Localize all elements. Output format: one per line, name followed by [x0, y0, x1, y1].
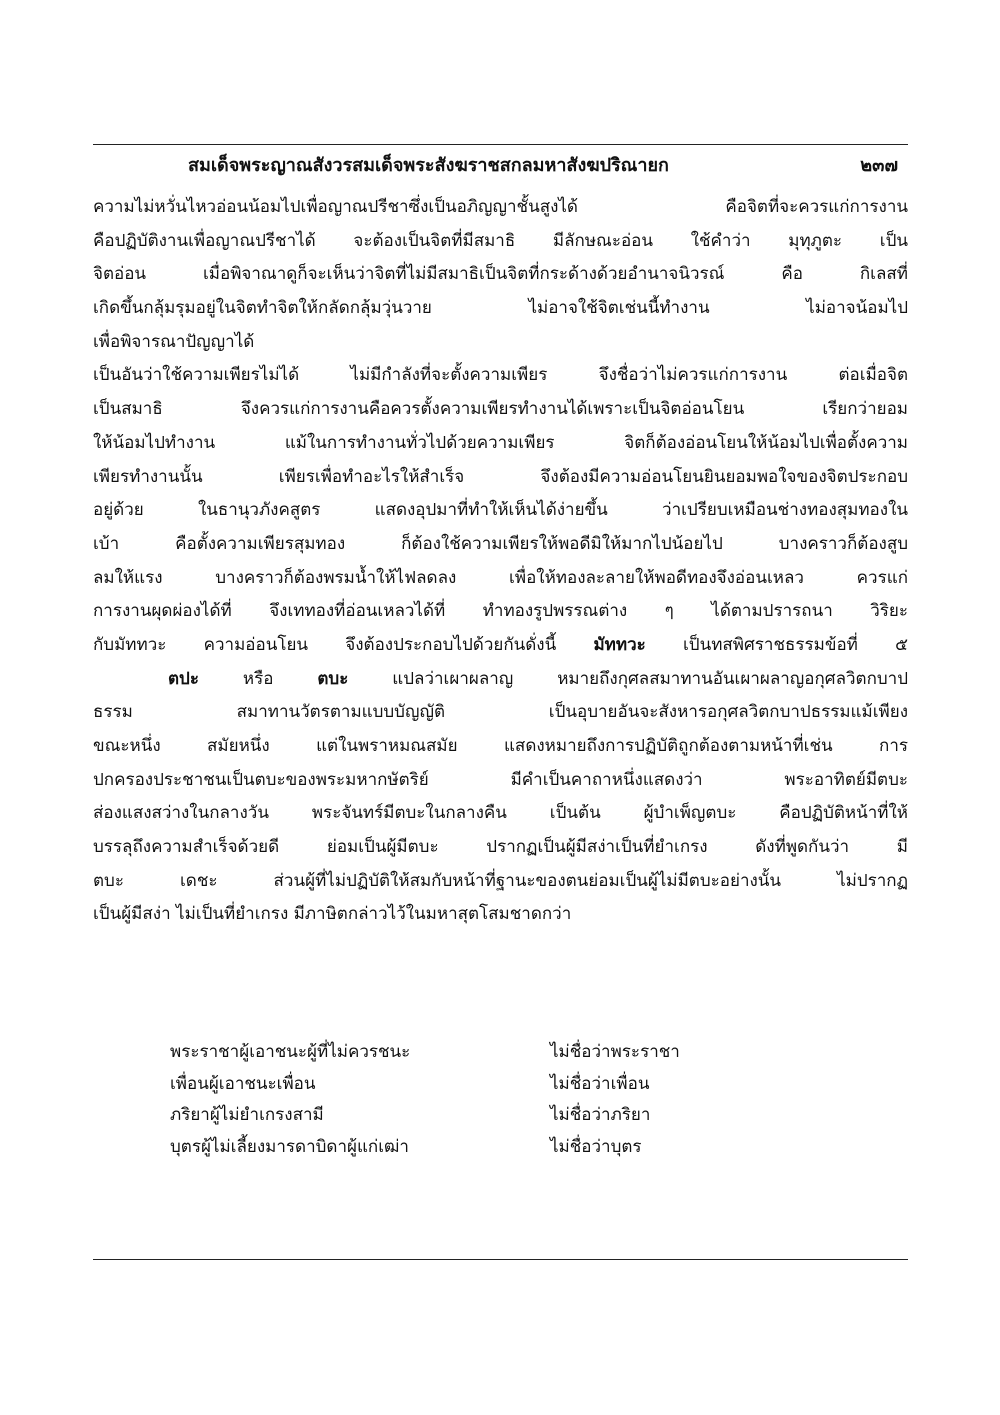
text-line: อยู่ด้วย ในธานุวภังคสูตร แสดงอุปมาที่ทำให้เห็นได้ง่ายขึ้น ว่าเปรียบเหมือนช่างทองสุมทองใน: [93, 500, 908, 521]
text-line: [93, 629, 908, 663]
verse-block: [170, 1037, 770, 1163]
text-line: เพื่อพิจารณาปัญญาได้: [93, 331, 255, 352]
header-title: สมเด็จพระญาณสังวรสมเด็จพระสังฆราชสกลมหาสังฆปริณายก: [188, 155, 669, 176]
verse-left: เพื่อนผู้เอาชนะเพื่อน: [170, 1073, 316, 1094]
verse-right: ไม่ชื่อว่าเพื่อน: [550, 1073, 650, 1094]
footer-rule: [93, 1259, 908, 1260]
text-line: ส่องแสงสว่างในกลางวัน พระจันทร์มีตบะในกลางคืน เป็นต้น ผู้บำเพ็ญตบะ คือปฏิบัติหน้าที่ให้: [93, 803, 908, 824]
text-line: เป็นผู้มีสง่า ไม่เป็นที่ยำเกรง มีภาษิตกล่าวไว้ในมหาสุตโสมชาดกว่า: [93, 904, 572, 925]
text-line: ความไม่หวั่นไหวอ่อนน้อมไปเพื่อญาณปรีชาซึ่งเป็นอภิญญาชั้นสูงได้ คือจิตที่จะควรแก่การงาน: [93, 197, 908, 217]
verse-left: ภริยาผู้ไม่ยำเกรงสามี: [170, 1105, 324, 1125]
text-line: ปกครองประชาชนเป็นตบะของพระมหากษัตริย์ มีคำเป็นคาถาหนึ่งแสดงว่า พระอาทิตย์มีตบะ: [93, 769, 908, 790]
header-rule: [93, 144, 908, 145]
text-line: ขณะหนึ่ง สมัยหนึ่ง แต่ในพราหมณสมัย แสดงหมายถึงการปฏิบัติถูกต้องตามหน้าที่เช่น การ: [93, 736, 908, 756]
text-segment: เป็นทสพิศราชธรรมข้อที่ ๕: [645, 634, 908, 655]
verse-left: พระราชาผู้เอาชนะผู้ที่ไม่ควรชนะ: [170, 1042, 411, 1062]
text-line: เกิดขึ้นกลุ้มรุมอยู่ในจิตทำจิตให้กลัดกลุ้มวุ่นวาย ไม่อาจใช้จิตเช่นนี้ทำงาน ไม่อาจน้อมไป: [93, 298, 908, 319]
verse-right: ไม่ชื่อว่าภริยา: [550, 1105, 651, 1125]
text-line: จิตอ่อน เมื่อพิจาณาดูก็จะเห็นว่าจิตที่ไม่มีสมาธิเป็นจิตที่กระด้างด้วยอำนาจนิวรณ์ คือ กิเลสที่: [93, 264, 908, 285]
running-header: [93, 150, 908, 180]
verse-left: บุตรผู้ไม่เลี้ยงมารดาบิดาผู้แก่เฒ่า: [170, 1136, 409, 1157]
verse-row: [170, 1100, 770, 1132]
text-line: การงานผุดผ่องได้ที่ จึงเททองที่อ่อนเหลวได้ที่ ทำทองรูปพรรณต่าง ๆ ได้ตามปรารถนา วิริยะ: [93, 601, 908, 622]
text-line: ธรรม สมาทานวัตรตามแบบบัญญัติ เป็นอุบายอันจะสังหารอกุศลวิตกบาปธรรมแม้เพียง: [93, 702, 908, 723]
verse-right: ไม่ชื่อว่าพระราชา: [550, 1042, 680, 1062]
text-line: คือปฏิบัติงานเพื่อญาณปรีชาได้ จะต้องเป็นจิตที่มีสมาธิ มีลักษณะอ่อน ใช้คำว่า มุทุภูตะ เป็น: [93, 230, 908, 251]
text-line: บรรลุถึงความสำเร็จด้วยดี ย่อมเป็นผู้มีตบะ ปรากฏเป็นผู้มีสง่าเป็นที่ยำเกรง ดังที่พูดกันว่า มี: [93, 837, 908, 858]
text-line: เบ้า คือตั้งความเพียรสุมทอง ก็ต้องใช้ความเพียรให้พอดีมิให้มากไปน้อยไป บางคราวก็ต้องสูบ: [93, 533, 908, 554]
page-number: ๒๓๗: [860, 155, 898, 176]
verse-row: [170, 1069, 770, 1101]
verse-row: [170, 1037, 770, 1069]
text-line: เป็นสมาธิ จึงควรแก่การงานคือควรตั้งความเพียรทำงานได้เพราะเป็นจิตอ่อนโยน เรียกว่ายอม: [93, 399, 908, 420]
body-text: [93, 191, 908, 932]
text-line: ตบะ เดชะ ส่วนผู้ที่ไม่ปฏิบัติให้สมกับหน้าที่ฐานะของตนย่อมเป็นผู้ไม่มีตบะอย่างนั้น ไม่ปรากฏ: [93, 870, 908, 891]
bold-term: ตบะ: [317, 668, 349, 689]
text-line: [93, 663, 908, 697]
verse-right: ไม่ชื่อว่าบุตร: [550, 1136, 642, 1157]
text-segment: แปลว่าเผาผลาญ หมายถึงกุศลสมาทานอันเผาผลาญอกุศลวิตกบาป: [348, 668, 908, 689]
text-line: เป็นอันว่าใช้ความเพียรไม่ได้ ไม่มีกำลังที่จะตั้งความเพียร จึงชื่อว่าไม่ควรแก่การงาน ต่อเมื่อจิต: [93, 365, 908, 386]
text-line: ให้น้อมไปทำงาน แม้ในการทำงานทั่วไปด้วยความเพียร จิตก็ต้องอ่อนโยนให้น้อมไปเพื่อตั้งความ: [93, 432, 908, 453]
text-line: เพียรทำงานนั้น เพียรเพื่อทำอะไรให้สำเร็จ จึงต้องมีความอ่อนโยนยินยอมพอใจของจิตประกอบ: [93, 466, 908, 487]
text-segment: หรือ: [198, 668, 318, 689]
bold-term: มัททวะ: [593, 634, 646, 655]
bold-term: ตปะ: [168, 668, 199, 689]
verse-row: [170, 1132, 770, 1164]
text-line: ลมให้แรง บางคราวก็ต้องพรมน้ำให้ไฟลดลง เพื่อให้ทองละลายให้พอดีทองจึงอ่อนเหลว ควรแก่: [93, 567, 908, 588]
text-segment: กับมัททวะ ความอ่อนโยน จึงต้องประกอบไปด้วยกันดั่งนี้: [93, 634, 594, 655]
